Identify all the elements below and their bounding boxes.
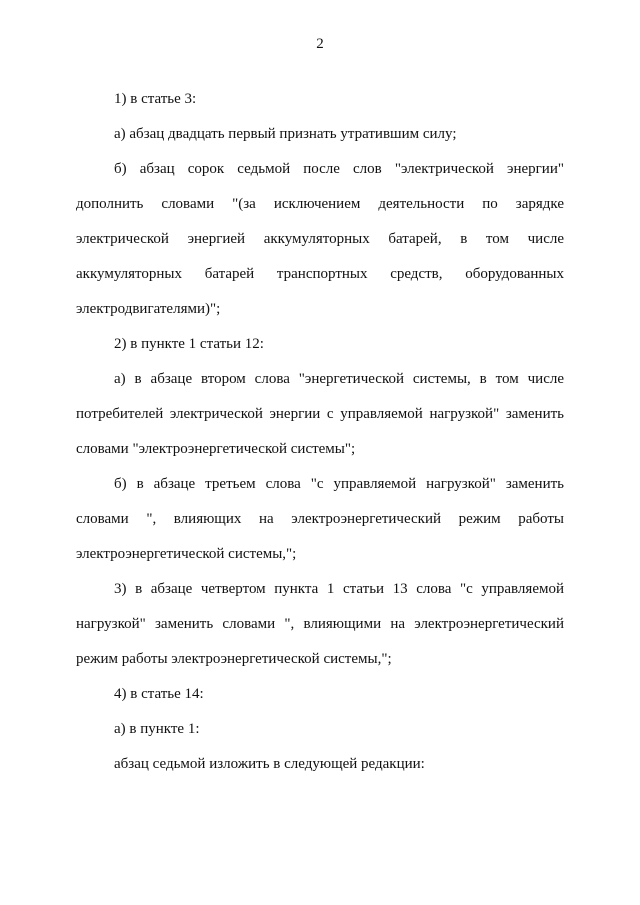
page-number: 2 <box>316 36 324 52</box>
document-body <box>76 82 564 782</box>
paragraph-item-2a: а) в абзаце втором слова "энергетической системы, в том числе потребителей электрической энергии с управляемой нагрузкой" заменить словами "электроэнергетической системы"; <box>76 371 564 457</box>
paragraph-item-4: 4) в статье 14: <box>114 686 204 702</box>
paragraph-item-4a-text: абзац седьмой изложить в следующей редакции: <box>114 756 425 772</box>
paragraph-item-3: 3) в абзаце четвертом пункта 1 статьи 13 слова "с управляемой нагрузкой" заменить словами ", влияющими на электроэнергетический режим работы электроэнергетической системы,"; <box>76 581 564 667</box>
paragraph-item-1: 1) в статье 3: <box>114 91 197 107</box>
paragraph-item-1b: б) абзац сорок седьмой после слов "электрической энергии" дополнить словами "(за исключением деятельности по зарядке электрической энергией аккумуляторных батарей, в том числе аккумуляторных батарей транспортных средств, оборудованных электродвигателями)"; <box>76 161 564 317</box>
paragraph-item-2b: б) в абзаце третьем слова "с управляемой нагрузкой" заменить словами ", влияющих на электроэнергетический режим работы электроэнергетической системы,"; <box>76 476 564 562</box>
paragraph-item-4a: а) в пункте 1: <box>114 721 200 737</box>
paragraph-item-1a: а) абзац двадцать первый признать утратившим силу; <box>114 126 457 142</box>
paragraph-item-2: 2) в пункте 1 статьи 12: <box>114 336 264 352</box>
